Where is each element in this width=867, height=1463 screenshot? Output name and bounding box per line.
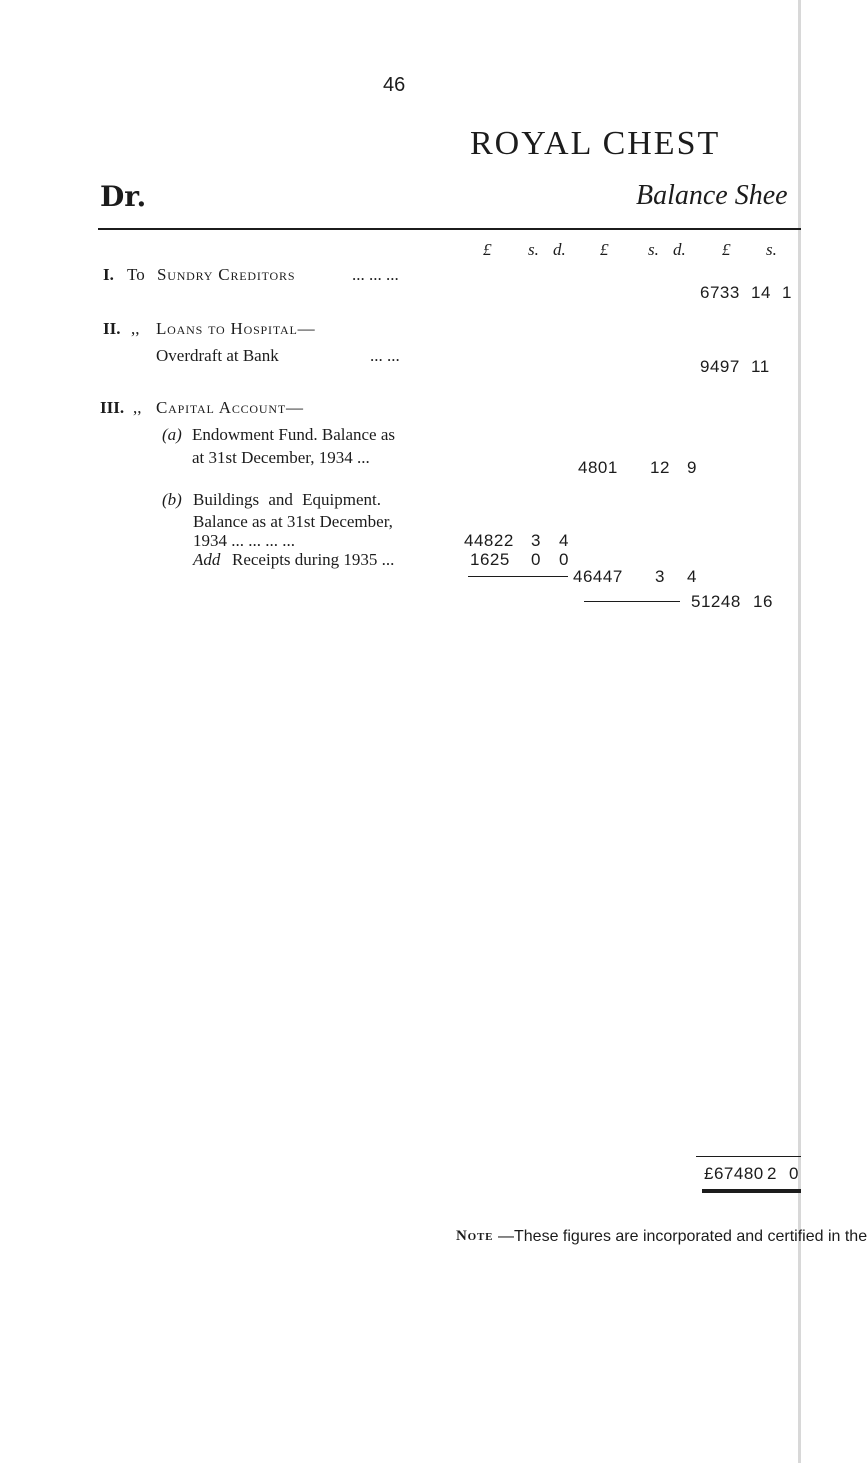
item-sub-label: Overdraft at Bank xyxy=(156,346,279,365)
item-label: Sundry Creditors xyxy=(157,265,296,284)
part-b-amount2-shillings: 0 xyxy=(531,550,541,569)
part-b-text-line1: Buildings and Equipment. xyxy=(193,490,382,509)
note-text: —These figures are incorporated and certified in the xyxy=(498,1228,867,1245)
grand-total-pounds: £67480 xyxy=(704,1164,764,1183)
part-b-amount2-pounds: 1625 xyxy=(470,550,510,569)
part-b-add-prefix: Add xyxy=(193,550,221,569)
page-title: ROYAL CHEST xyxy=(470,125,721,162)
total-shillings: 11 xyxy=(751,357,770,376)
col-header-pounds-3: £ xyxy=(722,240,731,259)
part-a-subtotal-pence: 9 xyxy=(687,458,697,477)
item-label: Loans to Hospital— xyxy=(156,319,316,338)
part-b-subtotal-pence: 4 xyxy=(687,567,697,586)
side-label-debit: Dr. xyxy=(100,180,147,213)
total-pence: 1 xyxy=(782,283,792,302)
part-b-amount1-shillings: 3 xyxy=(531,531,541,550)
part-marker-b: (b) xyxy=(162,490,182,509)
item-numeral: III. xyxy=(100,398,125,417)
part-a-subtotal-shillings: 12 xyxy=(650,458,670,477)
item-sum-rule xyxy=(584,601,680,602)
part-a-subtotal-pounds: 4801 xyxy=(578,458,618,477)
grand-total-rule-bottom xyxy=(702,1189,801,1193)
part-a-text-line1: Endowment Fund. Balance as xyxy=(192,425,396,444)
col-header-pounds-2: £ xyxy=(600,240,609,259)
part-b-subtotal-shillings: 3 xyxy=(655,567,665,586)
part-b-amount1-pence: 4 xyxy=(559,531,569,550)
item-numeral: II. xyxy=(103,319,121,338)
total-shillings: 14 xyxy=(751,283,771,302)
header-rule xyxy=(98,228,801,230)
item-label: Capital Account— xyxy=(156,398,304,417)
item-leader: ... ... xyxy=(370,346,400,365)
total-pounds: 6733 xyxy=(700,283,740,302)
grand-total-rule-top xyxy=(696,1156,801,1157)
part-a-text-line2: at 31st December, 1934 ... xyxy=(192,448,370,467)
part-b-text-line2: Balance as at 31st December, xyxy=(193,512,393,531)
item-prefix: ,, xyxy=(131,319,140,338)
col-header-pence-1: d. xyxy=(553,240,566,259)
total-pounds: 9497 xyxy=(700,357,740,376)
page-subtitle: Balance Shee xyxy=(636,180,788,211)
grand-total-shillings: 2 xyxy=(767,1164,777,1183)
col-header-pence-2: d. xyxy=(673,240,686,259)
part-b-amount2-pence: 0 xyxy=(559,550,569,569)
page-number: 46 xyxy=(383,74,406,96)
item-numeral: I. xyxy=(103,265,114,284)
total-shillings: 16 xyxy=(753,592,773,611)
total-pounds: 51248 xyxy=(691,592,741,611)
part-b-subtotal-pounds: 46447 xyxy=(573,567,623,586)
item-prefix: To xyxy=(127,265,145,284)
note-label: Note xyxy=(456,1228,494,1244)
col-header-shillings-1: s. xyxy=(528,240,539,259)
col-header-pounds-1: £ xyxy=(483,240,492,259)
part-b-sum-rule xyxy=(468,576,568,577)
part-b-text-line3: 1934 ... ... ... ... xyxy=(193,531,295,550)
item-prefix: ,, xyxy=(133,398,142,417)
grand-total-pence: 0 xyxy=(789,1164,799,1183)
col-header-shillings-3: s. xyxy=(766,240,777,259)
item-leader: ... ... ... xyxy=(352,265,399,284)
col-header-shillings-2: s. xyxy=(648,240,659,259)
part-b-amount1-pounds: 44822 xyxy=(464,531,514,550)
part-marker-a: (a) xyxy=(162,425,182,444)
part-b-add-text: Receipts during 1935 ... xyxy=(232,550,395,569)
